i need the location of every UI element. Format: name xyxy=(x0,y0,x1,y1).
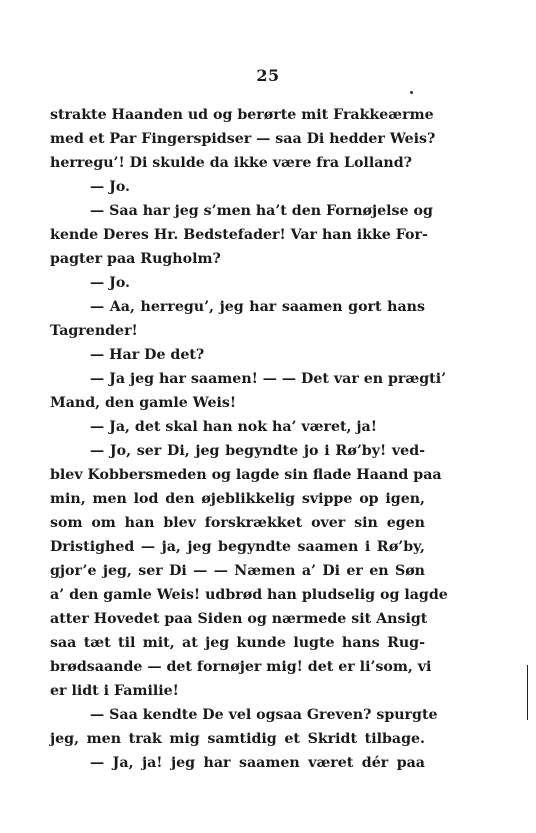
text-line: min, men lod den øjeblikkelig svippe op igen, xyxy=(50,491,425,507)
text-line: som om han blev forskrækket over sin egen xyxy=(50,515,425,531)
text-line: — Ja, det skal han nok ha’ været, ja! xyxy=(90,419,377,435)
text-line: med et Par Fingerspidser — saa Di hedder Weis? xyxy=(50,131,436,147)
text-line: — Aa, herregu’, jeg har saamen gort hans xyxy=(90,299,425,315)
text-line: — Har De det? xyxy=(90,347,205,363)
text-line: — Ja, ja! jeg har saamen været dér paa xyxy=(90,755,425,771)
text-line: er lidt i Familie! xyxy=(50,683,179,699)
text-line: saa tæt til mit, at jeg kunde lugte hans Rug- xyxy=(50,635,425,651)
text-line: — Jo. xyxy=(90,275,130,291)
text-line: — Ja jeg har saamen! — — Det var en prægti’ xyxy=(90,371,447,387)
text-line: — Saa har jeg s’men ha’t den Fornøjelse og xyxy=(90,203,433,219)
text-line: brødsaande — det fornøjer mig! det er li’som, vi xyxy=(50,659,432,675)
text-line: atter Hovedet paa Siden og nærmede sit Ansigt xyxy=(50,611,428,627)
text-line: strakte Haanden ud og berørte mit Frakkeærme xyxy=(50,107,434,123)
text-line: kende Deres Hr. Bedstefader! Var han ikke For- xyxy=(50,227,428,243)
margin-mark xyxy=(527,665,528,720)
text-line: blev Kobbersmeden og lagde sin flade Haand paa xyxy=(50,467,442,483)
text-line: Mand, den gamle Weis! xyxy=(50,395,237,411)
print-speck xyxy=(410,91,413,94)
text-line: — Saa kendte De vel ogsaa Greven? spurgte xyxy=(90,707,438,723)
text-line: — Jo, ser Di, jeg begyndte jo i Rø’by! ved- xyxy=(90,443,425,459)
text-line: pagter paa Rugholm? xyxy=(50,251,221,267)
page-number: 25 xyxy=(256,66,280,85)
text-body xyxy=(50,103,448,775)
text-line: — Jo. xyxy=(90,179,130,195)
text-line: jeg, men trak mig samtidig et Skridt tilbage. xyxy=(50,731,425,747)
text-line: Dristighed — ja, jeg begyndte saamen i Rø’by, xyxy=(50,539,425,555)
text-line: gjor’e jeg, ser Di — — Næmen a’ Di er en Søn xyxy=(50,563,425,579)
text-line: a’ den gamle Weis! udbrød han pludselig og lagde xyxy=(50,587,448,603)
text-line: Tagrender! xyxy=(50,323,138,339)
text-line: herregu’! Di skulde da ikke være fra Lolland? xyxy=(50,155,412,171)
